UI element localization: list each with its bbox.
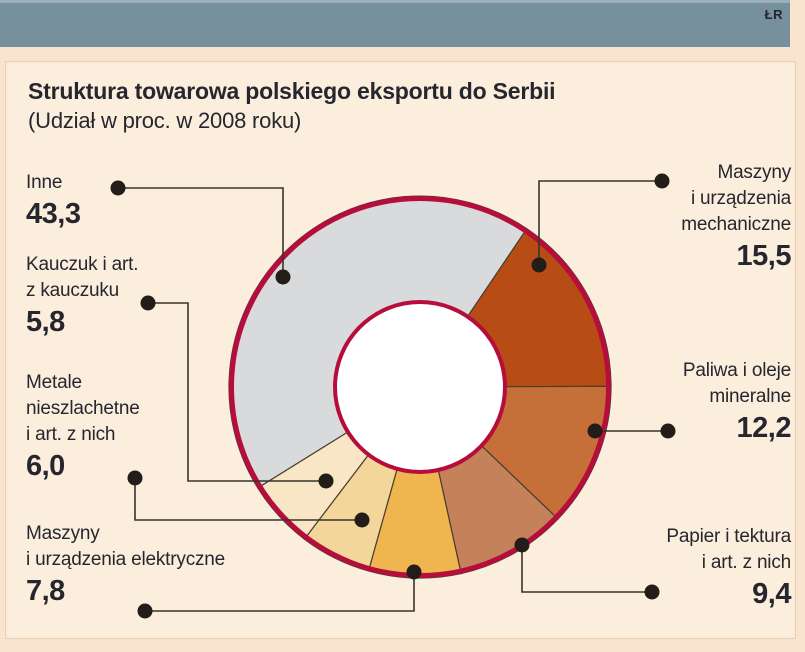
label-line: i urządzenia elektryczne bbox=[26, 549, 226, 570]
connector-dot bbox=[588, 424, 603, 439]
label-line: i art. z nich bbox=[26, 424, 116, 445]
label-line: mineralne bbox=[709, 386, 791, 407]
connector-dot bbox=[645, 585, 660, 600]
connector-dot bbox=[138, 604, 153, 619]
connector-dot bbox=[661, 424, 676, 439]
label-line: nieszlachetne bbox=[26, 398, 140, 419]
value-kauczuk: 5,8 bbox=[26, 306, 65, 338]
connector-dot bbox=[355, 513, 370, 528]
label-line: z kauczuku bbox=[26, 280, 120, 301]
value-maszyny-mechaniczne: 15,5 bbox=[736, 240, 791, 272]
value-paliwa: 12,2 bbox=[736, 412, 791, 444]
donut-hole bbox=[335, 302, 505, 472]
connector-dot bbox=[319, 474, 334, 489]
connector-papier bbox=[515, 538, 660, 600]
connector-dot bbox=[515, 538, 530, 553]
chart-title: Struktura towarowa polskiego eksportu do Serbii bbox=[28, 78, 556, 104]
value-inne: 43,3 bbox=[26, 198, 81, 230]
connector-dot bbox=[128, 471, 143, 486]
label-line: Maszyny bbox=[26, 523, 100, 544]
label-line: Inne bbox=[26, 172, 63, 193]
label-line: Maszyny bbox=[717, 162, 791, 183]
value-metale: 6,0 bbox=[26, 450, 65, 482]
value-papier: 9,4 bbox=[752, 578, 791, 610]
credit-text: ŁR bbox=[764, 7, 783, 22]
label-line: Metale bbox=[26, 372, 82, 393]
connector-dot bbox=[407, 565, 422, 580]
connector-dot bbox=[141, 296, 156, 311]
connector-dot bbox=[655, 174, 670, 189]
connector-inne bbox=[111, 181, 291, 285]
label-line: mechaniczne bbox=[681, 214, 791, 235]
connector-dot bbox=[111, 181, 126, 196]
label-line: Kauczuk i art. bbox=[26, 254, 139, 275]
label-line: i urządzenia bbox=[690, 188, 791, 209]
label-line: Paliwa i oleje bbox=[682, 360, 791, 381]
label-line: Papier i tektura bbox=[666, 526, 791, 547]
chart-subtitle: (Udział w proc. w 2008 roku) bbox=[28, 108, 302, 133]
label-line: i art. z nich bbox=[701, 552, 791, 573]
value-maszyny-elektryczne: 7,8 bbox=[26, 575, 65, 607]
connector-dot bbox=[532, 258, 547, 273]
connector-dot bbox=[276, 270, 291, 285]
